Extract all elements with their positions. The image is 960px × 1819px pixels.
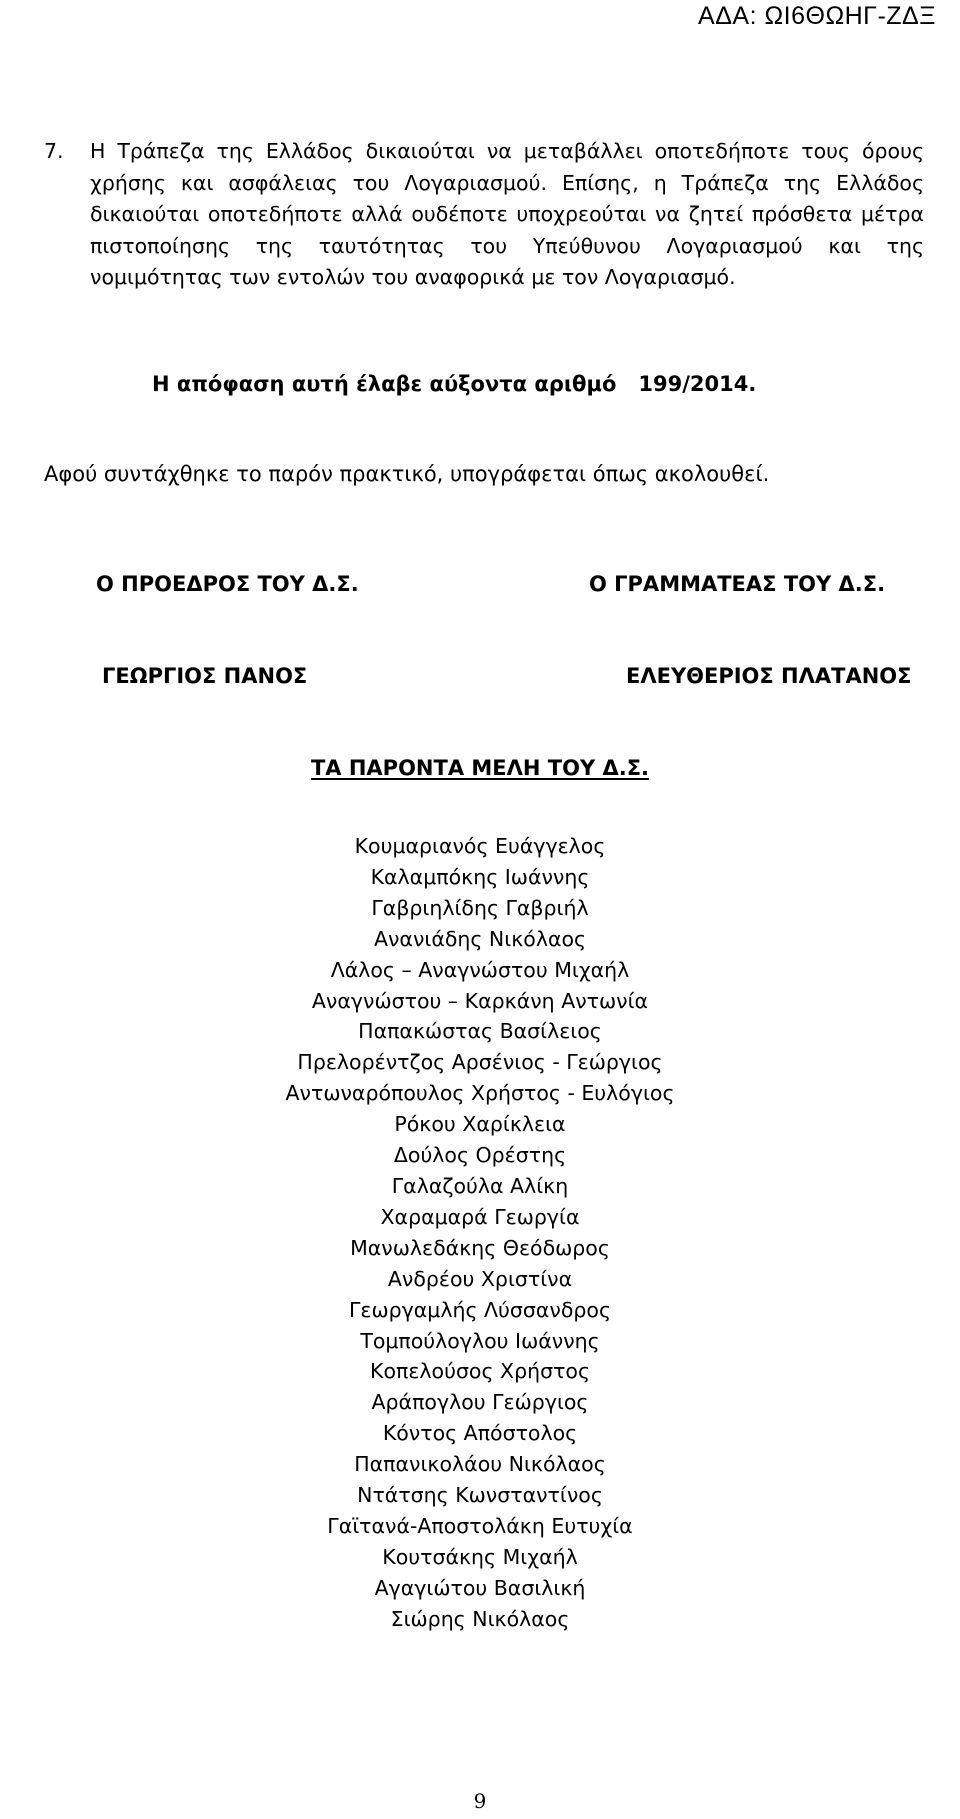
member-name: Τομπούλογλου Ιωάννης: [360, 1328, 600, 1353]
members-list: [0, 831, 960, 1635]
term-text: Η Τράπεζα της Ελλάδος δικαιούται να μεταβάλλει οποτεδήποτε τους όρους χρήσης και ασφάλειας του Λογαριασμού. Επίσης, η Τράπεζα της Ελλάδος δικαιούται οποτεδήποτε αλλά ουδέποτε υποχρεούται να ζητεί πρόσθετα μέτρα πιστοποίησης της ταυτότητας του Υπεύθυνου Λογαριασμού και της νομιμότητας των εντολών του αναφορικά με τον Λογαριασμό.: [90, 139, 924, 289]
term-number: 7.: [44, 139, 64, 163]
member-name: Ρόκου Χαρίκλεια: [394, 1112, 566, 1137]
member-name: Αναγνώστου – Καρκάνη Αντωνία: [311, 988, 649, 1013]
member-name: Σιώρης Νικόλαος: [390, 1606, 570, 1631]
secretary-title: Ο ΓΡΑΜΜΑΤΕΑΣ ΤΟΥ Δ.Σ.: [589, 572, 886, 596]
member-name: Καλαμπόκης Ιωάννης: [370, 864, 590, 889]
member-name: Κόντος Απόστολος: [382, 1421, 578, 1446]
member-name: Παπανικολάου Νικόλαος: [354, 1452, 606, 1477]
president-name: ΓΕΩΡΓΙΟΣ ΠΑΝΟΣ: [102, 664, 308, 688]
members-heading-text: ΤΑ ΠΑΡΟΝΤΑ ΜΕΛΗ ΤΟΥ Δ.Σ.: [310, 756, 650, 780]
member-name: Δούλος Ορέστης: [393, 1143, 567, 1168]
member-name: Αράπογλου Γεώργιος: [371, 1390, 589, 1415]
member-name: Κοπελούσος Χρήστος: [370, 1359, 590, 1384]
member-name: Μανωλεδάκης Θεόδωρος: [350, 1235, 610, 1260]
member-name: Ανανιάδης Νικόλαος: [373, 926, 587, 951]
member-name: Αντωναρόπουλος Χρήστος - Ευλόγιος: [285, 1081, 675, 1106]
decision-statement: [152, 372, 756, 396]
closing-statement: Αφού συντάχθηκε το παρόν πρακτικό, υπογράφεται όπως ακολουθεί.: [44, 462, 770, 486]
member-name: Γαβριηλίδης Γαβριήλ: [371, 895, 589, 920]
decision-end: .: [748, 372, 757, 396]
page-number: 9: [473, 1789, 487, 1813]
ada-code-header: ΑΔΑ: ΩΙ6ΘΩΗΓ-ΖΔΞ: [698, 2, 936, 30]
member-name: Λάλος – Αναγνώστου Μιχαήλ: [330, 957, 630, 982]
decision-number: 199/2014: [638, 372, 749, 396]
term-item-7: [44, 136, 924, 294]
member-name: Παπακώστας Βασίλειος: [358, 1019, 602, 1044]
member-name: Γαλαζούλα Αλίκη: [391, 1173, 569, 1198]
decision-label: Η απόφαση αυτή έλαβε αύξοντα αριθμό: [152, 372, 617, 396]
member-name: Αγαγιώτου Βασιλική: [374, 1575, 586, 1600]
member-name: Κουμαριανός Ευάγγελος: [354, 834, 606, 858]
member-name: Πρελορέντζος Αρσένιος - Γεώργιος: [297, 1050, 663, 1075]
member-name: Ντάτσης Κωνσταντίνος: [357, 1483, 603, 1508]
member-name: Κουτσάκης Μιχαήλ: [382, 1544, 578, 1569]
member-name: Γεωργαμλής Λύσσανδρος: [348, 1297, 611, 1322]
president-title: Ο ΠΡΟΕΔΡΟΣ ΤΟΥ Δ.Σ.: [96, 572, 359, 596]
member-name: Χαραμαρά Γεωργία: [380, 1204, 580, 1229]
members-heading: [0, 756, 960, 780]
member-name: Ανδρέου Χριστίνα: [387, 1266, 573, 1291]
member-name: Γαϊτανά-Αποστολάκη Ευτυχία: [327, 1513, 633, 1538]
secretary-name: ΕΛΕΥΘΕΡΙΟΣ ΠΛΑΤΑΝΟΣ: [626, 664, 912, 688]
